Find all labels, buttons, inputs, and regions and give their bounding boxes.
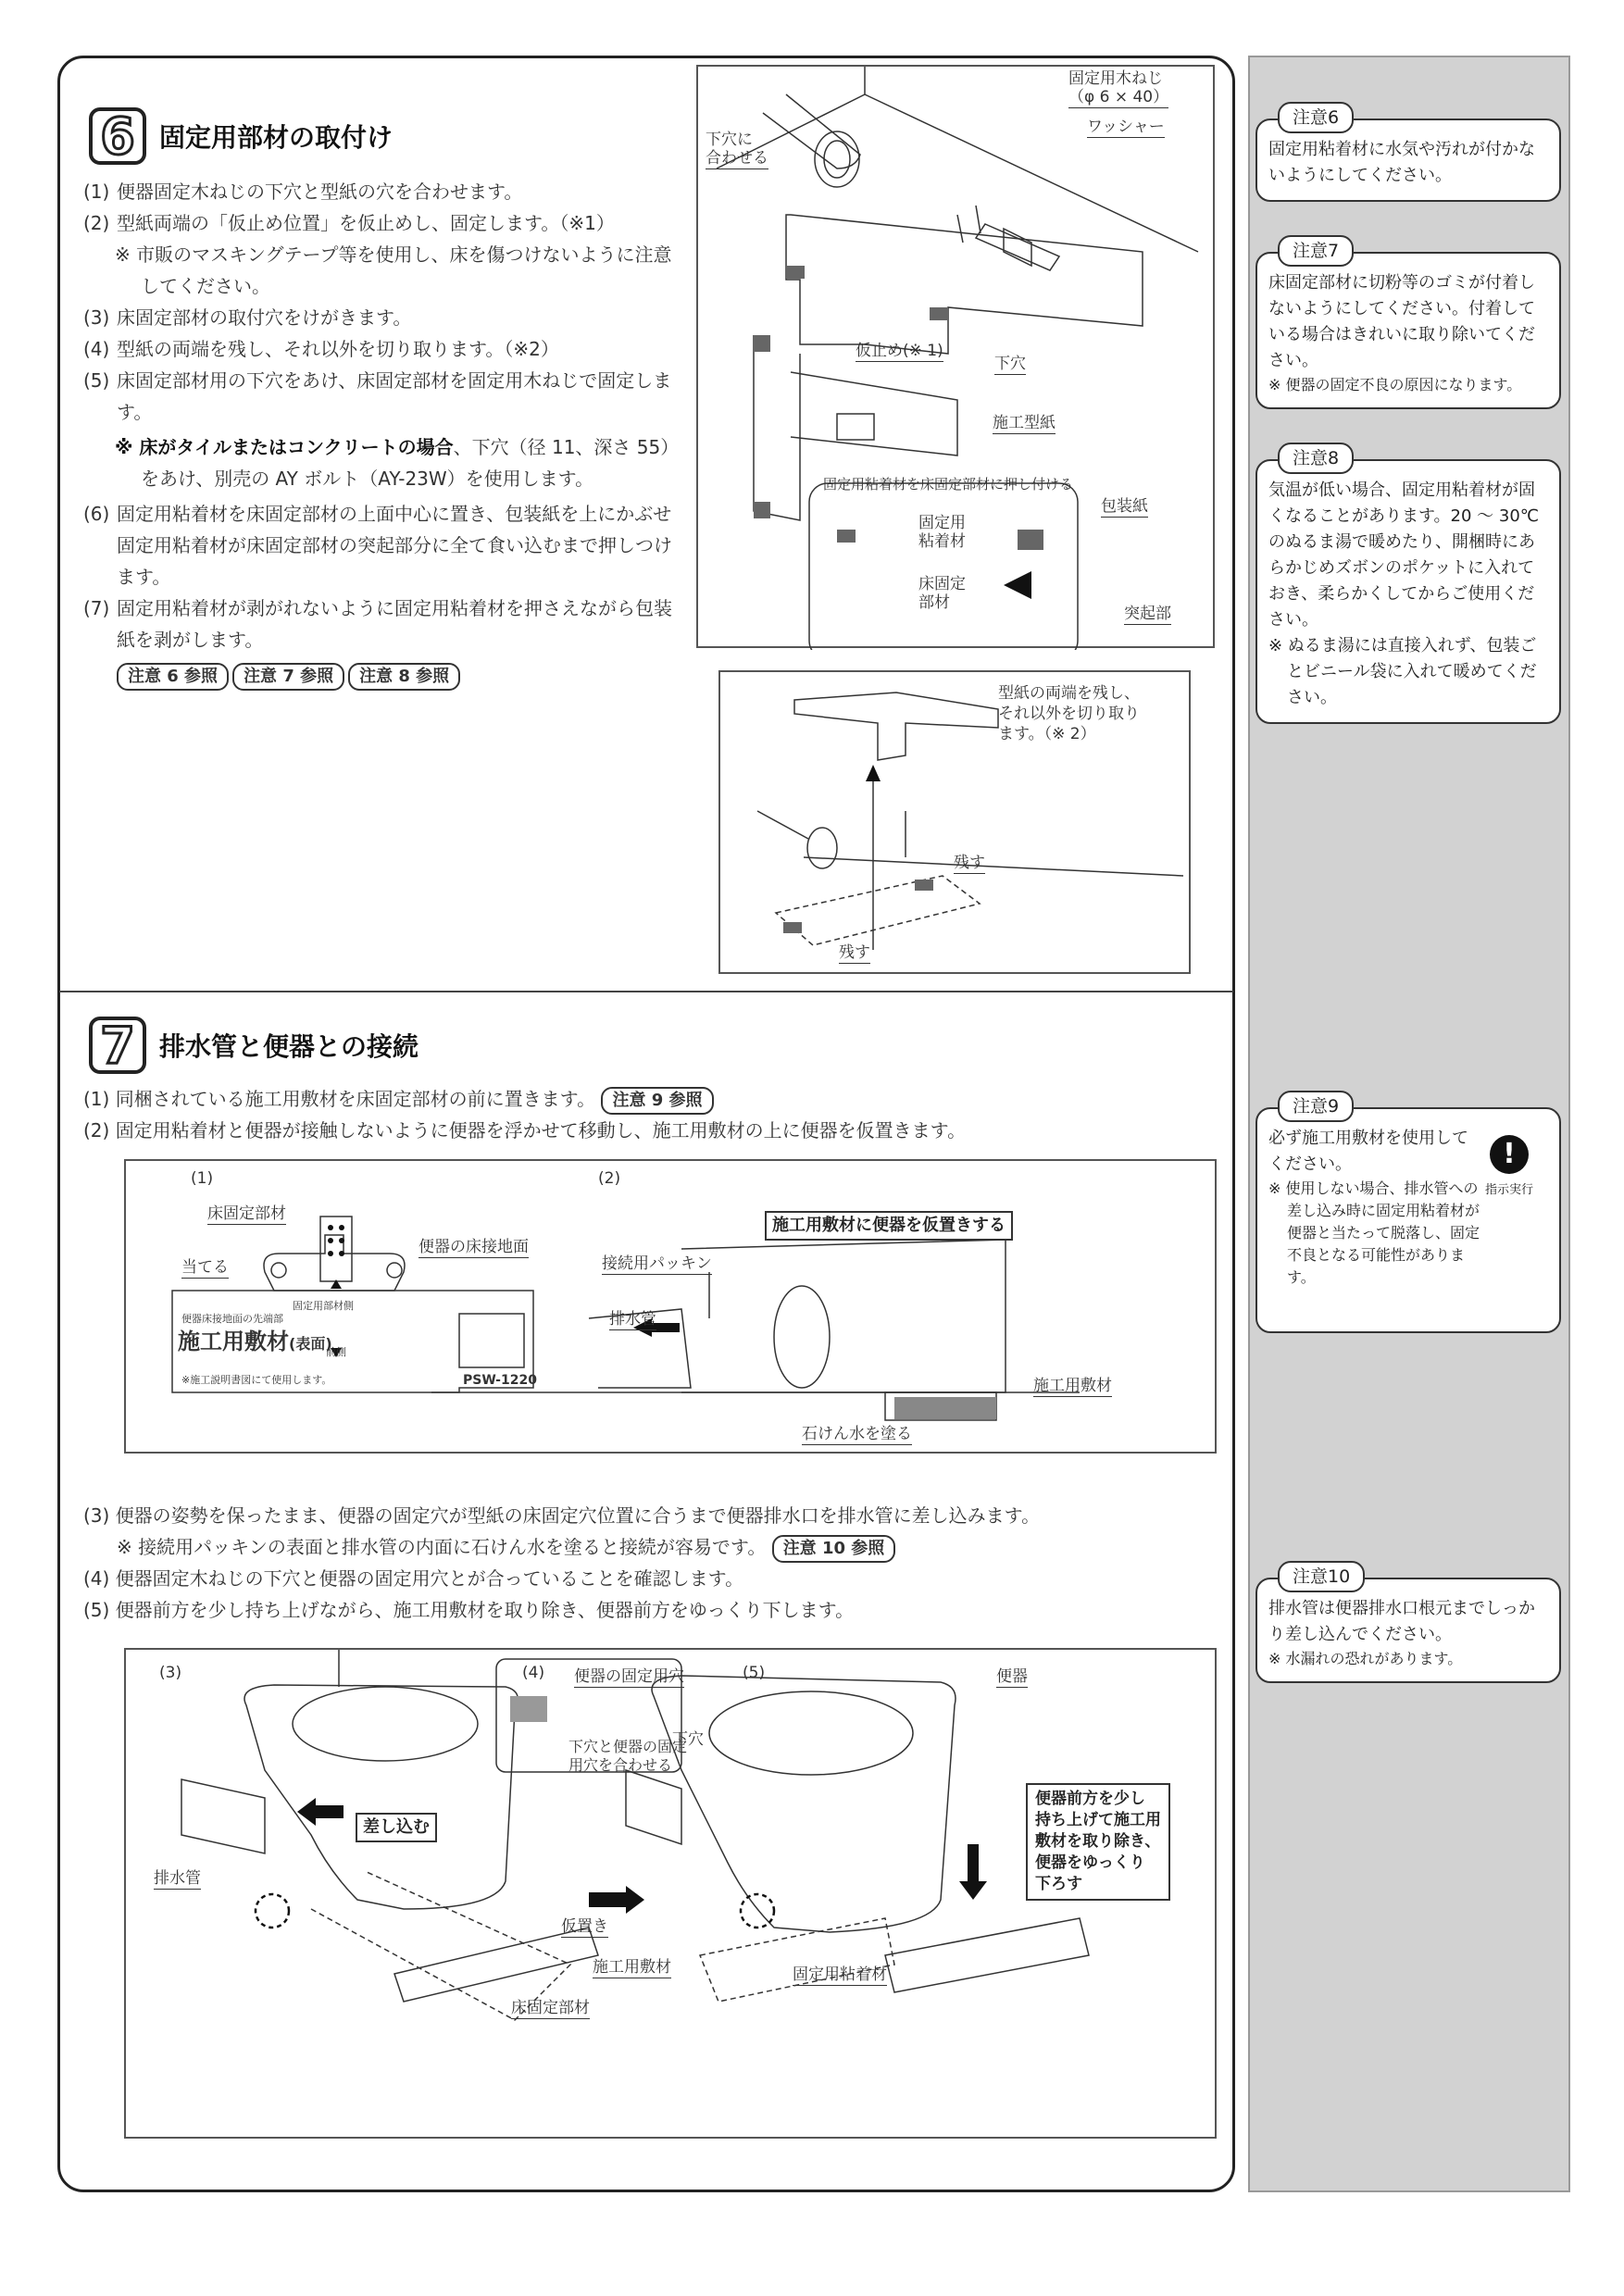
label-drain-pipe-a: 排水管 [609, 1310, 656, 1329]
label-insert: 差し込む [356, 1813, 437, 1842]
ref-note-8[interactable]: 注意 8 参照 [348, 663, 460, 691]
note-8 [1255, 448, 1561, 724]
step-6-2: (2) 型紙両端の「仮止め位置」を仮止めし、固定します。（※1） [83, 212, 615, 234]
label-pilot-b: 下穴 [672, 1730, 704, 1749]
note-8-body: 気温が低い場合、固定用粘着材が固くなることがあります。20 ～ 30℃のぬるま湯で暖めたり、開梱時にあらかじめズボンのポケットに入れておき、柔らかくしてからご使用ください。 [1268, 480, 1540, 630]
label-panel-1: (1) [191, 1169, 214, 1188]
note-7-body: 床固定部材に切粉等のゴミが付着しないようにしてください。付着している場合はきれいに取り除いてください。 [1268, 273, 1535, 370]
step-6-6: (6) 固定用粘着材を床固定部材の上面中心に置き、包装紙を上にかぶせ固定用粘着材が床固定部材の突起部分に全て食い込むまで押しつけます。 [83, 503, 672, 588]
note-9-tab: 注意9 [1278, 1091, 1354, 1122]
label-mat-small-2: 固定用部材側 [293, 1300, 354, 1312]
label-mat-small: 便器床接地面の先端部 [181, 1313, 283, 1325]
label-soap-water: 石けん水を塗る [802, 1425, 912, 1443]
note-9-sub: ※ 使用しない場合、排水管への差し込み時に固定用粘着材が便器と当たって脱落し、固定不良となる可能性があります。 [1268, 1179, 1480, 1286]
note-7-sub: ※ 便器の固定不良の原因になります。 [1268, 376, 1522, 393]
label-fix-hole: 便器の固定用穴 [574, 1667, 684, 1686]
section-6-steps [83, 176, 685, 691]
label-screw: 固定用木ねじ [1068, 69, 1163, 88]
ref-note-6[interactable]: 注意 6 参照 [117, 663, 229, 691]
figure-6-cut-template [718, 670, 1191, 974]
step-6-7: (7) 固定用粘着材が剥がれないように固定用粘着材を押さえながら包装紙を剥がします。 [83, 597, 672, 651]
label-drain-pipe-b: 排水管 [154, 1869, 201, 1888]
label-mat-a: 施工用敷材 [1033, 1377, 1112, 1395]
label-floor-part-1: 床固定 [918, 575, 966, 593]
label-adhesive-2: 粘着材 [918, 532, 966, 551]
note-9 [1255, 1096, 1561, 1333]
label-keep-left: 残す [839, 943, 870, 962]
label-model: PSW-1220 [463, 1373, 537, 1388]
note-7 [1255, 241, 1561, 409]
figure-6a-drawing [698, 67, 1217, 650]
figure-7-placement [124, 1159, 1217, 1454]
label-washer: ワッシャー [1087, 118, 1165, 136]
label-mat-title: 施工用敷材(表面) [178, 1329, 332, 1354]
label-align-hole-b: 用穴を合わせる [568, 1756, 673, 1774]
label-lift-instruction: 便器前方を少し 持ち上げて施工用 敷材を取り除き、 便器をゆっくり 下ろす [1026, 1783, 1170, 1901]
step-7-2: (2) 固定用粘着材と便器が接触しないように便器を浮かせて移動し、施工用敷材の上に便器を仮置きます。 [83, 1119, 967, 1142]
label-keep-ends-3: ます。（※ 2） [998, 725, 1096, 743]
note-6-tab: 注意6 [1278, 102, 1354, 133]
figure-7-connection [124, 1648, 1217, 2139]
label-packing: 接続用パッキン [602, 1254, 712, 1273]
step-7-1: (1) 同梱されている施工用敷材を床固定部材の前に置きます。 注意 9 参照 [83, 1083, 1194, 1115]
step-7-3: (3) 便器の姿勢を保ったまま、便器の固定穴が型紙の床固定穴位置に合うまで便器排水口を排水管に差し込みます。 [83, 1504, 1041, 1527]
note-8-tab: 注意8 [1278, 443, 1354, 474]
section-7-steps-bottom [83, 1500, 1194, 1626]
label-template: 施工型紙 [993, 414, 1056, 432]
note-10-tab: 注意10 [1278, 1561, 1365, 1592]
label-temp-place: 仮置き [561, 1917, 608, 1936]
section-7-header [89, 1017, 418, 1074]
section-7-title: 排水管と便器との接続 [159, 1031, 419, 1062]
step-6-3: (3) 床固定部材の取付穴をけがきます。 [83, 306, 412, 329]
label-protrusion: 突起部 [1124, 605, 1171, 623]
label-toilet-floor-surface: 便器の床接地面 [418, 1238, 529, 1256]
label-tack: 仮止め(※ 1) [856, 342, 943, 360]
section-7-steps-top [83, 1083, 1194, 1146]
step-6-5-note: ※ 床がタイルまたはコンクリートの場合、下穴（径 11、深さ 55）をあけ、別売の AY ボルト（AY-23W）を使用します。 [115, 436, 680, 490]
label-keep-ends-1: 型紙の両端を残し、 [998, 684, 1140, 703]
step-6-4: (4) 型紙の両端を残し、それ以外を切り取ります。（※2） [83, 338, 559, 360]
note-6 [1255, 107, 1561, 202]
label-adhesive-b: 固定用粘着材 [793, 1965, 887, 1984]
step-7-3-note: ※ 接続用パッキンの表面と排水管の内面に石けん水を塗ると接続が容易です。 注意 10 参照 [83, 1531, 1194, 1563]
label-wrap: 包装紙 [1101, 497, 1148, 516]
figure-6-template-install [696, 65, 1215, 648]
ref-note-10[interactable]: 注意 10 参照 [772, 1535, 896, 1563]
label-adhesive-1: 固定用 [918, 514, 966, 532]
note-7-tab: 注意7 [1278, 235, 1354, 267]
label-keep-right: 残す [954, 854, 985, 872]
note-9-body: 必ず施工用敷材を使用してください。 [1268, 1129, 1468, 1174]
label-floor-part-b: 床固定部材 [511, 1999, 590, 2017]
label-panel-2: (2) [598, 1169, 621, 1188]
section-6-refs [83, 659, 685, 691]
section-6-title: 固定用部材の取付け [159, 122, 394, 153]
label-panel-4: (4) [522, 1664, 545, 1682]
ref-note-9[interactable]: 注意 9 参照 [601, 1087, 713, 1115]
label-mat-note: ※施工説明書図にて使用します。 [181, 1374, 332, 1386]
label-box-placement: 施工用敷材に便器を仮置きする [765, 1211, 1013, 1241]
label-keep-ends-2: それ以外を切り取り [998, 705, 1140, 723]
exclamation-icon: ! [1490, 1135, 1529, 1174]
note-10-body: 排水管は便器排水口根元までしっかり差し込んでください。 [1268, 1599, 1535, 1644]
ref-note-7[interactable]: 注意 7 参照 [232, 663, 344, 691]
label-toilet: 便器 [996, 1667, 1028, 1686]
label-screw-size: （φ 6 × 40） [1068, 88, 1169, 106]
section-6-number: 6 [89, 107, 146, 165]
note-8-sub: ※ ぬるま湯には直接入れず、包装ごとビニール袋に入れて暖めてください。 [1268, 636, 1537, 707]
note-6-body: 固定用粘着材に水気や汚れが付かないようにしてください。 [1268, 140, 1535, 185]
label-align-hole-1: 下穴に [706, 131, 753, 149]
note-10-sub: ※ 水漏れの恐れがあります。 [1268, 1650, 1463, 1667]
label-floor-fixing-part: 床固定部材 [207, 1204, 286, 1223]
label-align-hole-2: 合わせる [706, 149, 768, 168]
figure-7a-drawing [126, 1161, 1218, 1455]
label-pilot-hole: 下穴 [994, 355, 1026, 373]
label-floor-part-2: 部材 [918, 593, 950, 612]
step-7-5: (5) 便器前方を少し持ち上げながら、施工用敷材を取り除き、便器前方をゆっくり下します。 [83, 1599, 855, 1621]
label-mat-b: 施工用敷材 [593, 1958, 671, 1977]
label-panel-3: (3) [159, 1664, 182, 1682]
label-mat-front: 前側 [326, 1346, 346, 1358]
section-7-number: 7 [89, 1017, 146, 1074]
step-6-1: (1) 便器固定木ねじの下穴と型紙の穴を合わせます。 [83, 181, 523, 203]
note-10 [1255, 1566, 1561, 1683]
section-6-header [89, 107, 393, 165]
step-6-2-note: ※ 市販のマスキングテープ等を使用し、床を傷つけないように注意してください。 [115, 243, 672, 297]
step-7-4: (4) 便器固定木ねじの下穴と便器の固定用穴とが合っていることを確認します。 [83, 1567, 744, 1590]
instruction-icon-caption: 指示実行 [1485, 1183, 1534, 1197]
section-divider [59, 991, 1233, 992]
instruction-icon [1485, 1135, 1533, 1204]
step-6-5: (5) 床固定部材用の下穴をあけ、床固定部材を固定用木ねじで固定します。 [83, 369, 672, 423]
label-panel-5: (5) [743, 1664, 766, 1682]
label-press-title: 固定用粘着材を床固定部材に押し付ける [823, 476, 1074, 493]
label-hit: 当てる [181, 1258, 229, 1277]
label-align-hole-a: 下穴と便器の固定 [568, 1738, 688, 1755]
